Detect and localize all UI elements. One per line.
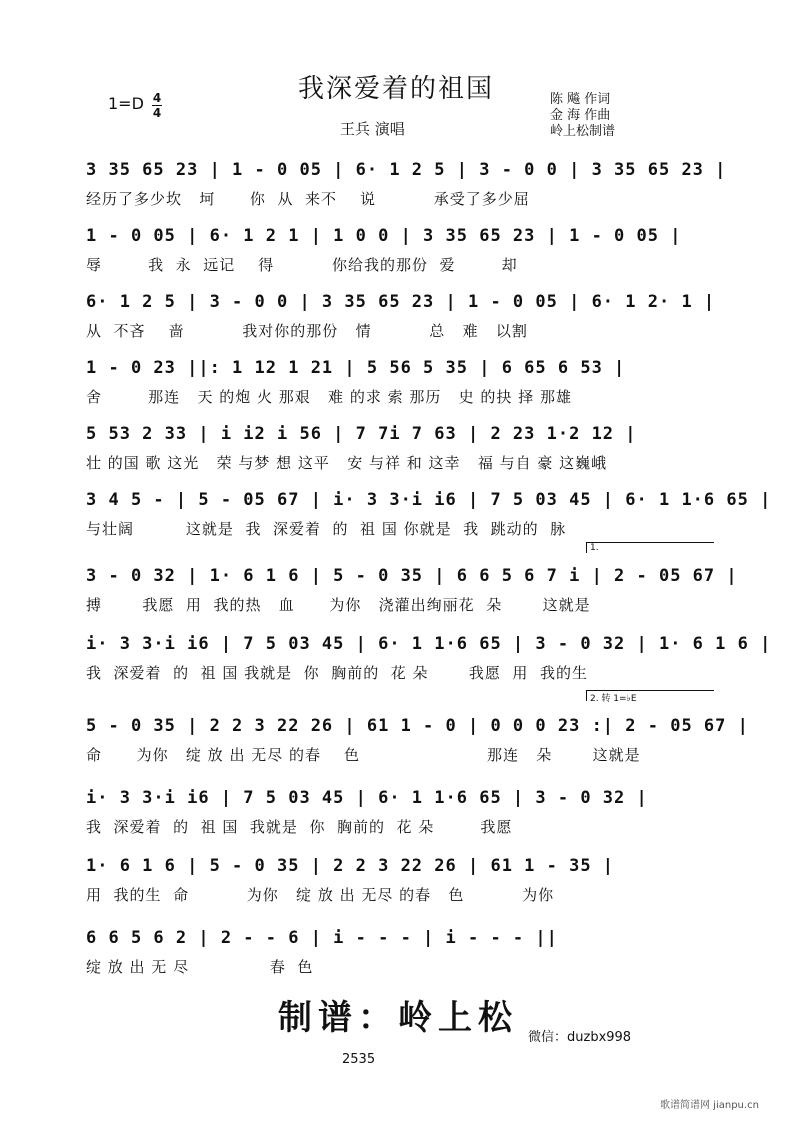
lyric-row: 用 我的生 命 为你 绽 放 出 无尽 的春 色 为你 [86,886,555,904]
page-number: 2535 [342,1052,376,1067]
notation-row: 1 - 0 05 | 6· 1 2 1 | 1 0 0 | 3 35 65 23 | 1 - 0 05 | [86,226,682,246]
time-signature [152,92,162,119]
notation-row: 5 53 2 33 | i i2 i 56 | 7 7i 7 63 | 2 23 1·2 12 | [86,424,637,444]
lyric-row: 我 深爱着 的 祖 国 我就是 你 胸前的 花 朵 我愿 用 我的生 [86,664,588,682]
notation-row: 3 35 65 23 | 1 - 0 05 | 6· 1 2 5 | 3 - 0 0 | 3 35 65 23 | [86,160,727,180]
composer: 金 海 作曲 [550,108,611,123]
lyric-row: 与壮阔 这就是 我 深爱着 的 祖 国 你就是 我 跳动的 脉 [86,520,567,538]
time-top: 4 [152,91,162,105]
notation-row: 6· 1 2 5 | 3 - 0 0 | 3 35 65 23 | 1 - 0 05 | 6· 1 2· 1 | [86,292,716,312]
arranger: 岭上松制谱 [550,124,616,139]
lyric-row: 辱 我 永 远记 得 你给我的那份 爱 却 [86,256,518,274]
lyric-row: 命 为你 绽 放 出 无尽 的春 色 那连 朵 这就是 [86,746,641,764]
arranger-stamp: 制谱：岭上松 [278,998,518,1038]
volta-first: 1. [586,542,714,553]
notation-row: 1 - 0 23 ||: 1 12 1 21 | 5 56 5 35 | 6 65 6 53 | [86,358,626,378]
notation-row: 5 - 0 35 | 2 2 3 22 26 | 61 1 - 0 | 0 0 0 23 :| 2 - 05 67 | [86,716,749,736]
notation-row: 1· 6 1 6 | 5 - 0 35 | 2 2 3 22 26 | 61 1 - 35 | [86,856,615,876]
lyric-row: 壮 的国 歌 这光 荣 与梦 想 这平 安 与祥 和 这幸 福 与自 豪 这巍峨 [86,454,608,472]
lyric-row: 舍 那连 天 的炮 火 那艰 难 的求 索 那历 史 的抉 择 那雄 [86,388,572,406]
volta-second: 2. 转 1=♭E [586,690,714,701]
notation-row: i· 3 3·i i6 | 7 5 03 45 | 6· 1 1·6 65 | 3 - 0 32 | 1· 6 1 6 | [86,634,772,654]
wechat-id: 微信：duzbx998 [528,1030,632,1045]
lyric-row: 经历了多少坎 坷 你 从 来不 说 承受了多少屈 [86,190,530,208]
key-signature: 1=D [108,94,144,113]
lyric-row: 搏 我愿 用 我的热 血 为你 浇灌出绚丽花 朵 这就是 [86,596,591,614]
site-watermark: 歌谱简谱网 jianpu.cn [660,1100,759,1111]
song-title: 我深爱着的祖国 [297,74,494,104]
singer: 王兵 演唱 [340,120,405,138]
time-bottom: 4 [152,106,162,120]
credits [550,92,615,140]
notation-row: i· 3 3·i i6 | 7 5 03 45 | 6· 1 1·6 65 | 3 - 0 32 | [86,788,648,808]
notation-row: 3 4 5 - | 5 - 05 67 | i· 3 3·i i6 | 7 5 03 45 | 6· 1 1·6 65 | [86,490,772,510]
notation-row: 3 - 0 32 | 1· 6 1 6 | 5 - 0 35 | 6 6 5 6 7 i | 2 - 05 67 | [86,566,738,586]
lyric-row: 从 不吝 啬 我对你的那份 情 总 难 以割 [86,322,528,340]
lyric-row: 我 深爱着 的 祖 国 我就是 你 胸前的 花 朵 我愿 [86,818,513,836]
notation-row: 6 6 5 6 2 | 2 - - 6 | i - - - | i - - - || [86,928,558,948]
lyricist: 陈 飚 作词 [550,92,611,107]
lyric-row: 绽 放 出 无 尽 春 色 [86,958,314,976]
